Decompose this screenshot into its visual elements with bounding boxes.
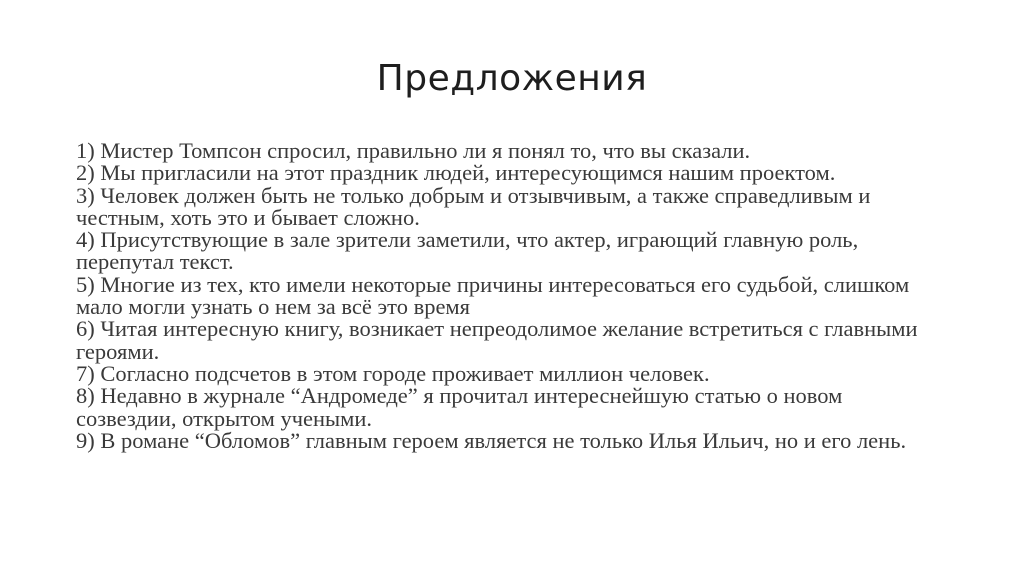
sentence-item: 2) Мы пригласили на этот праздник людей, интересующимся нашим проектом. bbox=[76, 160, 836, 186]
sentence-item: 9) В романе “Обломов” главным героем является не только Илья Ильич, но и его лень. bbox=[76, 427, 907, 453]
sentence-item: 4) Присутствующие в зале зрители заметили, что актер, играющий главную роль, перепутал текст. bbox=[76, 227, 859, 275]
sentence-item: 7) Согласно подсчетов в этом городе проживает миллион человек. bbox=[76, 360, 710, 386]
sentence-item: 5) Многие из тех, кто имели некоторые причины интересоваться его судьбой, слишком мало могли узнать о нем за всё это время bbox=[76, 271, 910, 320]
sentence-item: 1) Мистер Томпсон спросил, правильно ли я понял то, что вы сказали. bbox=[76, 138, 751, 163]
sentence-item: 8) Недавно в журнале “Андромеде” я прочитал интереснейшую статью о новом созвездии, открытом учеными. bbox=[76, 383, 843, 431]
slide-title: Предложения bbox=[376, 58, 648, 99]
sentence-item: 6) Читая интересную книгу, возникает непреодолимое желание встретиться с главными героями. bbox=[76, 316, 918, 364]
sentence-list bbox=[76, 140, 946, 452]
sentence-item: 3) Человек должен быть не только добрым и отзывчивым, а также справедливым и честным, хоть это и бывает сложно. bbox=[76, 182, 871, 230]
